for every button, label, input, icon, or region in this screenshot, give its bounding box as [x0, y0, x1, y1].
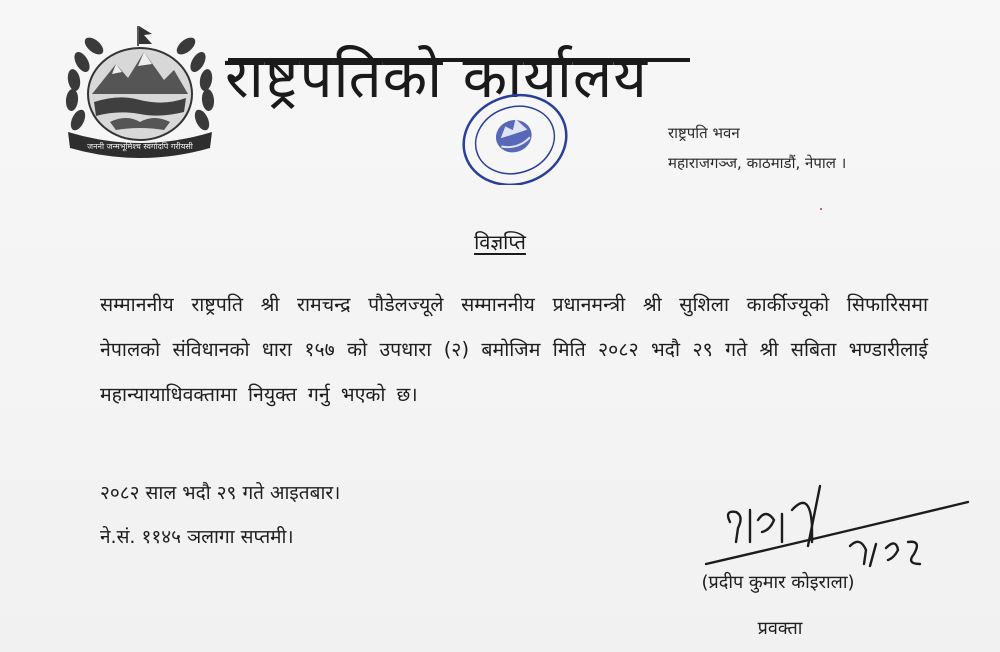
date-bikram-sambat: २०८२ साल भदौ २९ गते आइतबार। — [100, 482, 341, 504]
signatory-name: (प्रदीप कुमार कोइराला) — [701, 572, 855, 593]
office-title: राष्ट्रपतिको कार्यालय — [225, 43, 648, 111]
emblem-motto: जननी जन्मभूमिश्च स्वर्गादपि गरीयसी — [87, 142, 193, 151]
paper-mark — [820, 208, 822, 210]
signatory-title: प्रवक्ता — [757, 618, 803, 639]
notice-body: सम्माननीय राष्ट्रपति श्री रामचन्द्र पौडेलज्यूले सम्माननीय प्रधानमन्त्री श्री सुशिला कार्कीज्यूको सिफारिसमा नेपालको संविधानको धारा १५७ को उपधारा (२) बमोजिम मिति २०८२ भदौ २९ गते श्री सबिता भण्डारीलाई महान्यायाधिवक्तामा नियुक्त गर्नु भएको छ। — [100, 293, 928, 406]
notice-heading: विज्ञप्ति — [474, 230, 526, 254]
address-line-building: राष्ट्रपति भवन — [668, 124, 740, 142]
address-line-city: महाराजगञ्ज, काठमाडौं, नेपाल । — [668, 154, 847, 172]
date-nepal-sambat: ने.सं. ११४५ ञलागा सप्तमी। — [100, 526, 294, 548]
office-address — [668, 118, 846, 178]
office-seal-stamp — [440, 80, 590, 185]
